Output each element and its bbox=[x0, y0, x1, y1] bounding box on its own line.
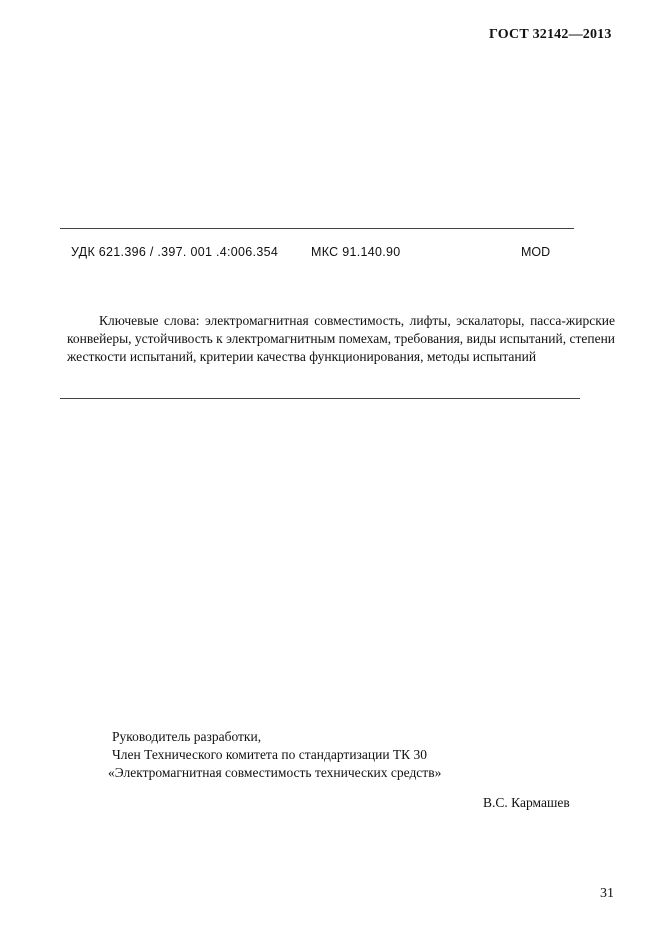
page-number: 31 bbox=[600, 886, 614, 901]
signature-role: Руководитель разработки, bbox=[112, 729, 262, 744]
bottom-divider bbox=[60, 398, 580, 399]
mod-marker: MOD bbox=[521, 245, 551, 259]
keywords-paragraph: Ключевые слова: электромагнитная совместимость, лифты, эскалаторы, пасса-жирские конвейеры, устойчивость к электромагнитным помехам, требования, виды испытаний, степени жесткости испытаний, критерии качества функционирования, методы испытаний bbox=[67, 313, 616, 364]
top-divider bbox=[60, 228, 574, 229]
mks-code: МКС 91.140.90 bbox=[311, 245, 401, 259]
standard-code: ГОСТ 32142—2013 bbox=[489, 27, 612, 42]
signature-block bbox=[108, 728, 441, 782]
udk-code: УДК 621.396 / .397. 001 .4:006.354 bbox=[71, 245, 279, 259]
signature-committee-name: «Электромагнитная совместимость технических средств» bbox=[108, 765, 442, 780]
signatory-name: В.С. Кармашев bbox=[483, 795, 570, 810]
signature-committee: Член Технического комитета по стандартизации ТК 30 bbox=[112, 747, 428, 762]
